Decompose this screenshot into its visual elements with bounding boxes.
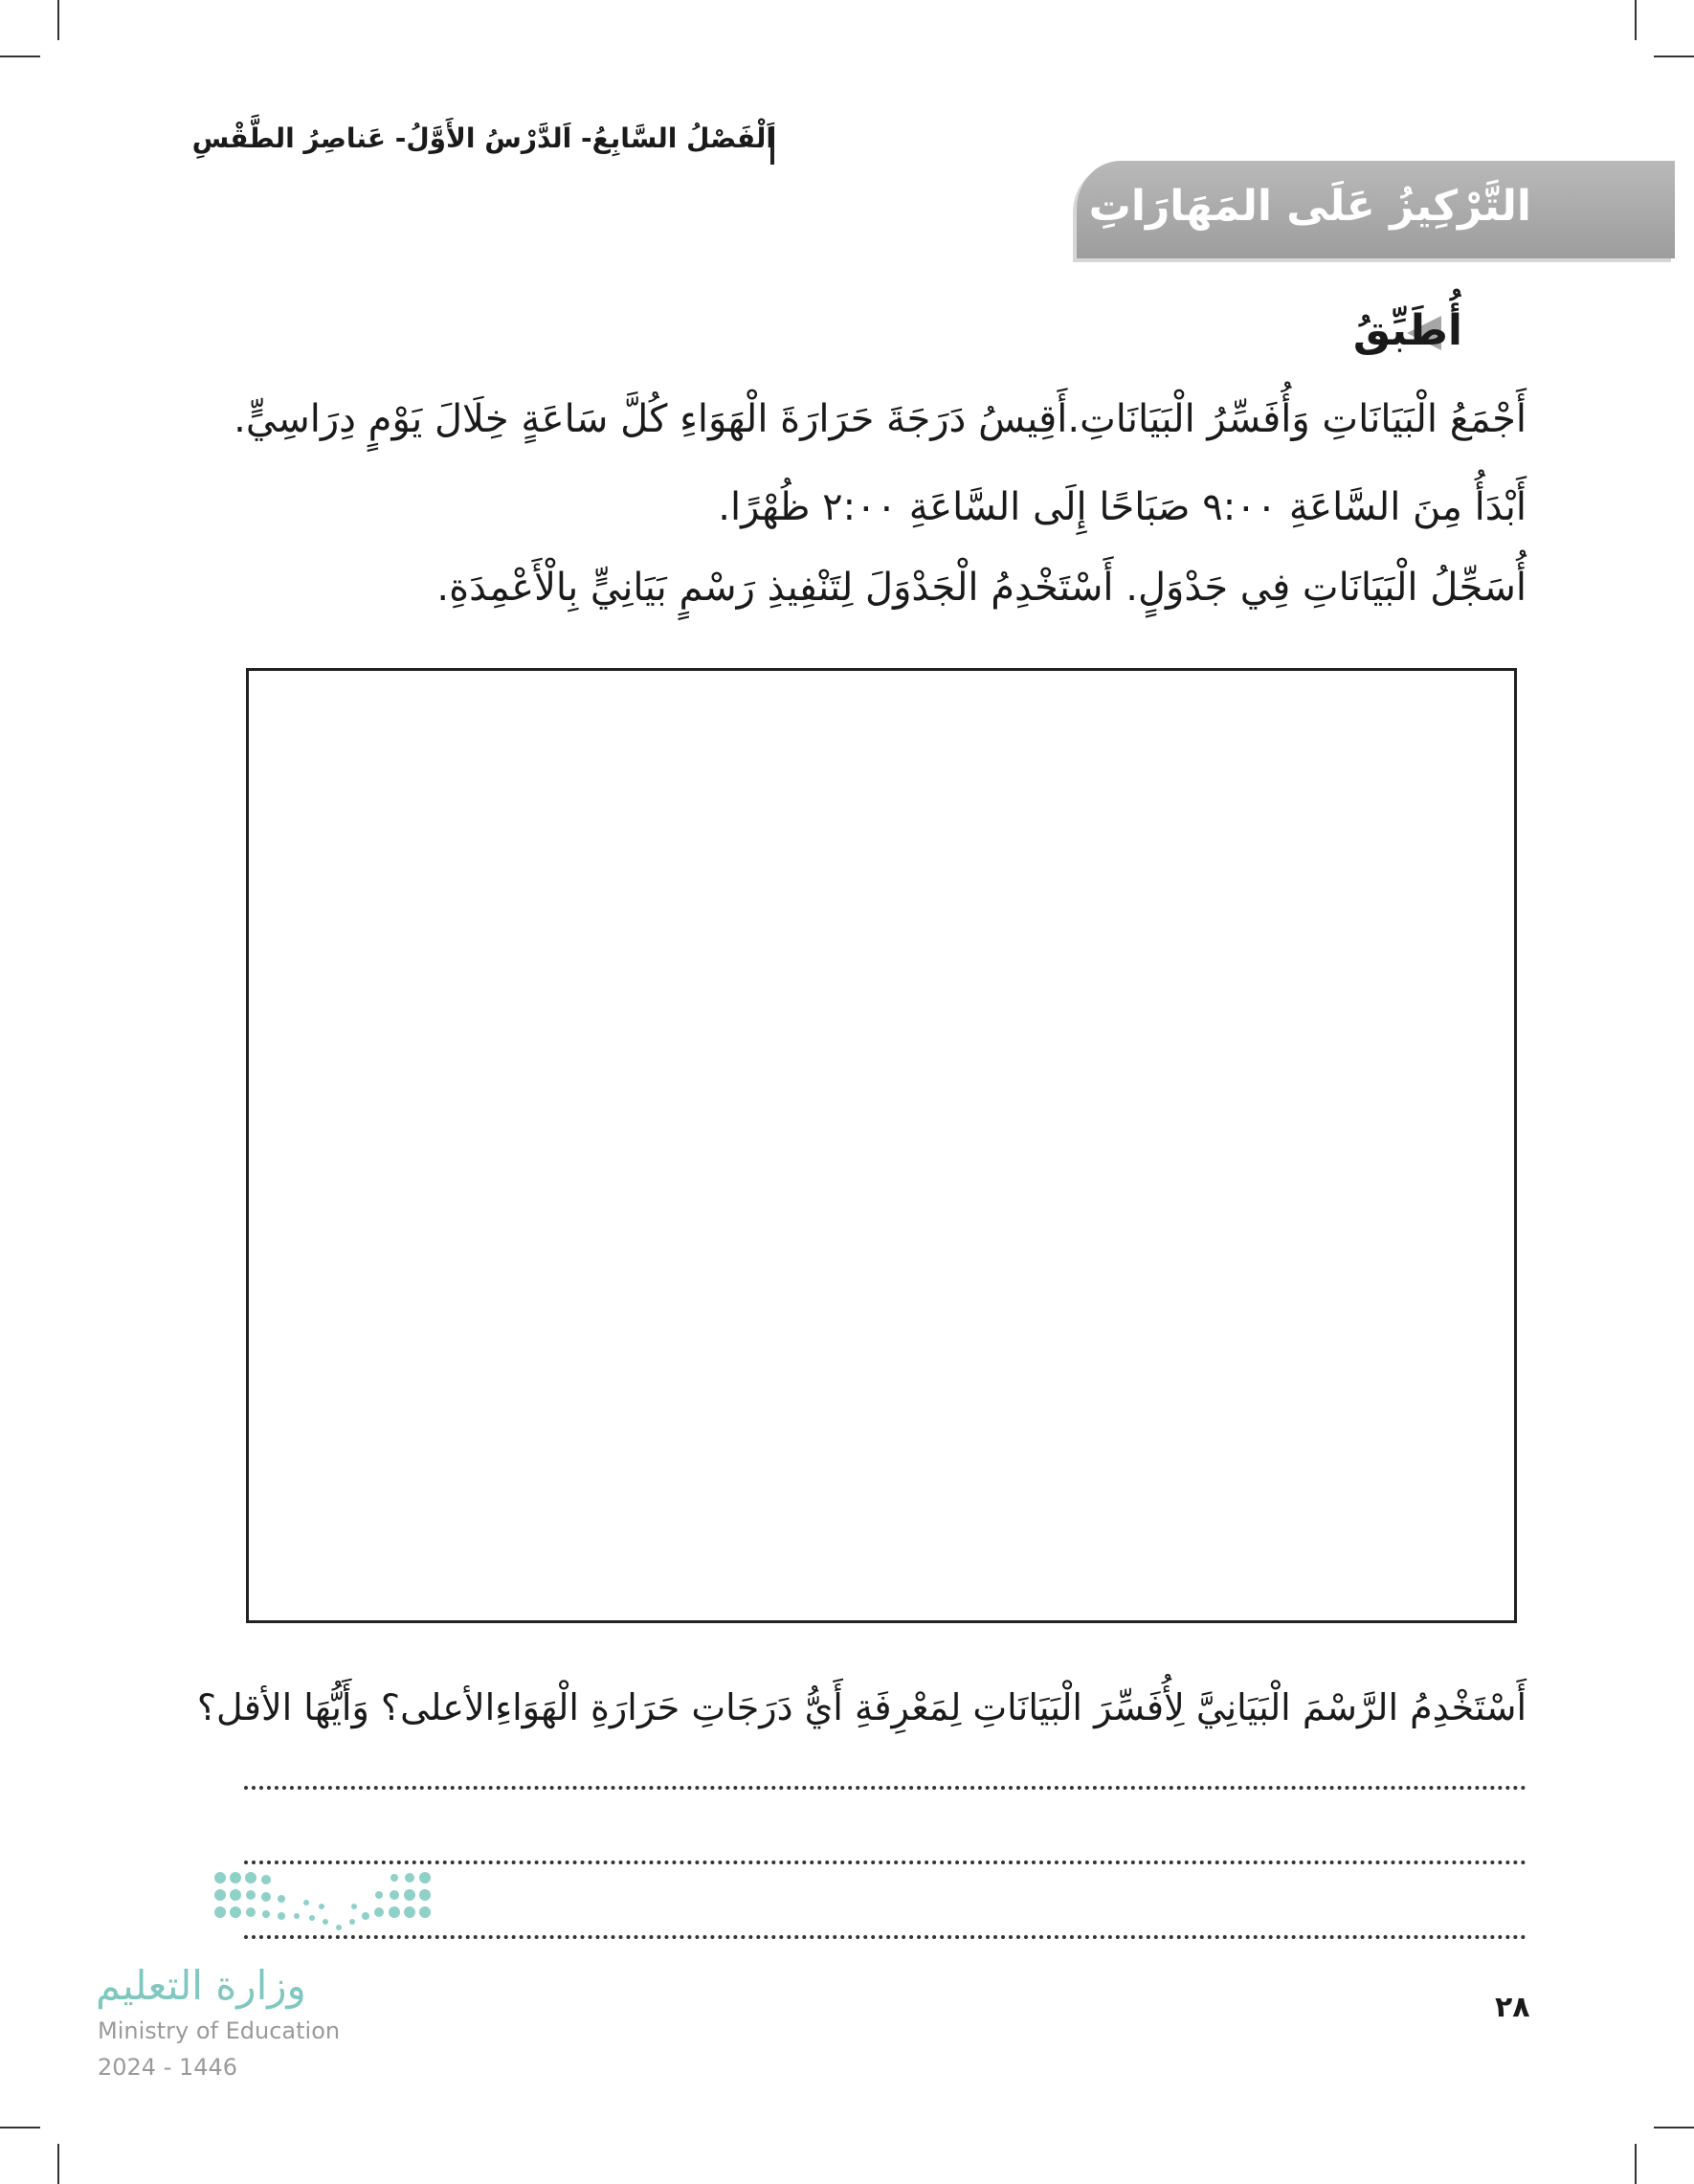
- ministry-name-arabic: وزارة التعليم: [96, 1962, 306, 2009]
- answer-line[interactable]: [244, 1861, 1527, 1864]
- question-text: أَسْتَخْدِمُ الرَّسْمَ الْبَيَانِيَّ لِأُفَسِّرَ الْبَيَانَاتِ لِمَعْرِفَةِ أَيُّ دَرَجَاتِ حَرَارَةِ الْهَوَاءِالأعلى؟ وَأَيُّهَا الأقل؟: [196, 1686, 1527, 1728]
- edition-year: 2024 - 1446: [98, 2054, 238, 2081]
- crop-mark: [1635, 2144, 1637, 2184]
- instruction-line: أَبْدَأُ مِنَ السَّاعَةِ ٩:٠٠ صَبَاحًا إِلَى السَّاعَةِ ٢:٠٠ ظُهْرًا.: [718, 485, 1527, 529]
- breadcrumb: اَلْفَصْلُ السَّابِعُ- اَلدَّرْسُ الأَوَّلُ- عَناصِرُ الطَّقْسِ: [191, 123, 775, 154]
- crop-mark: [0, 2127, 40, 2128]
- ministry-logo-icon: [211, 1868, 450, 1945]
- crop-mark: [57, 0, 59, 40]
- crop-mark: [1635, 0, 1637, 40]
- crop-mark: [1654, 56, 1694, 57]
- answer-line[interactable]: [244, 1786, 1527, 1790]
- instruction-line: أُسَجِّلُ الْبَيَانَاتِ فِي جَدْوَلٍ. أَسْتَخْدِمُ الْجَدْوَلَ لِتَنْفِيذِ رَسْمٍ بَيَانِيٍّ بِالْأَعْمِدَةِ.: [436, 566, 1527, 610]
- banner-title: التَّرْكِيزُ عَلَى المَهَارَاتِ: [1088, 182, 1531, 231]
- section-heading: أُطَبِّقُ: [1352, 306, 1462, 355]
- crop-mark: [0, 56, 40, 57]
- graph-drawing-area[interactable]: [246, 668, 1517, 1623]
- instruction-line: أَجْمَعُ الْبَيَانَاتِ وَأُفَسِّرُ الْبَيَانَاتِ.أَقِيسُ دَرَجَةَ حَرَارَةَ الْهَوَاءِ كُلَّ سَاعَةٍ خِلَالَ يَوْمٍ دِرَاسِيٍّ.: [234, 397, 1527, 441]
- ministry-name-english: Ministry of Education: [98, 2017, 341, 2044]
- crop-mark: [1654, 2127, 1694, 2128]
- crop-mark: [57, 2144, 59, 2184]
- page-number: ٢٨: [1495, 1991, 1530, 2024]
